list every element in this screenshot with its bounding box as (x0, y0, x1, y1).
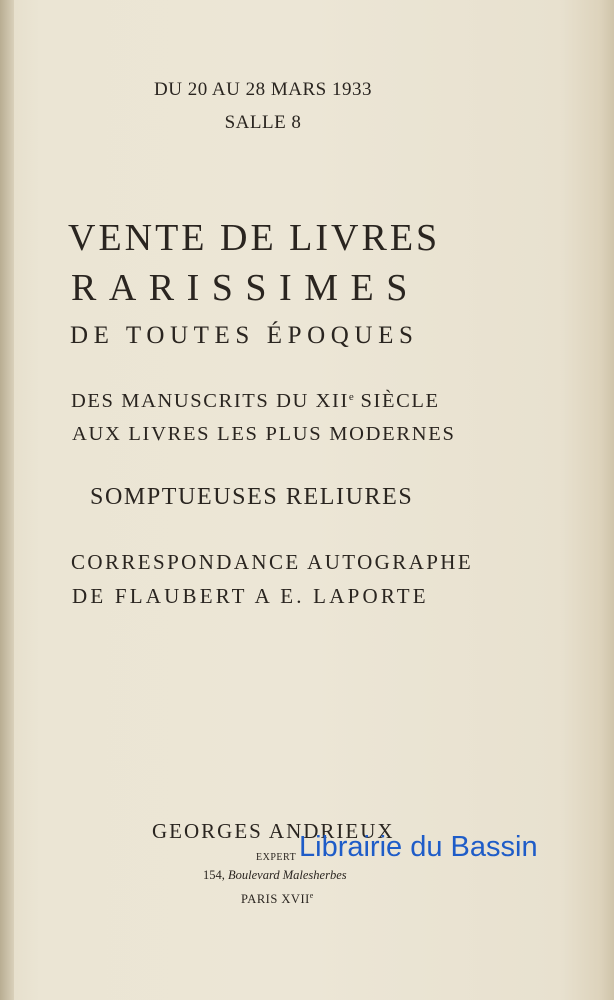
expert-title: EXPERT (256, 852, 297, 863)
sale-dates: DU 20 AU 28 MARS 1933 (154, 79, 372, 100)
bindings-heading: SOMPTUEUSES RELIURES (90, 484, 414, 510)
title-line-3: DE TOUTES ÉPOQUES (70, 322, 419, 349)
subtitle-line-1-end: SIÈCLE (353, 390, 440, 412)
expert-address (203, 868, 347, 883)
subtitle-line-1 (71, 390, 440, 413)
address-street: Boulevard Malesherbes (228, 868, 347, 882)
binding-edge (0, 0, 14, 1000)
title-line-1: VENTE DE LIVRES (68, 217, 441, 259)
correspondence-line-2: DE FLAUBERT A E. LAPORTE (72, 584, 429, 608)
city-name: PARIS XVII (241, 892, 310, 906)
address-number: 154, (203, 868, 225, 882)
expert-name: GEORGES ANDRIEUX (152, 819, 395, 843)
subtitle-line-2: AUX LIVRES LES PLUS MODERNES (72, 423, 456, 445)
subtitle-century-suffix: e (348, 391, 354, 403)
correspondence-line-1: CORRESPONDANCE AUTOGRAPHE (71, 550, 474, 574)
title-line-2: RARISSIMES (71, 267, 420, 309)
city-arrondissement-suffix: e (309, 891, 314, 900)
bookseller-watermark: Librairie du Bassin (299, 831, 538, 863)
expert-city (241, 891, 314, 907)
subtitle-line-1-main: DES MANUSCRITS DU XII (71, 390, 349, 412)
sale-room: SALLE 8 (224, 112, 302, 133)
